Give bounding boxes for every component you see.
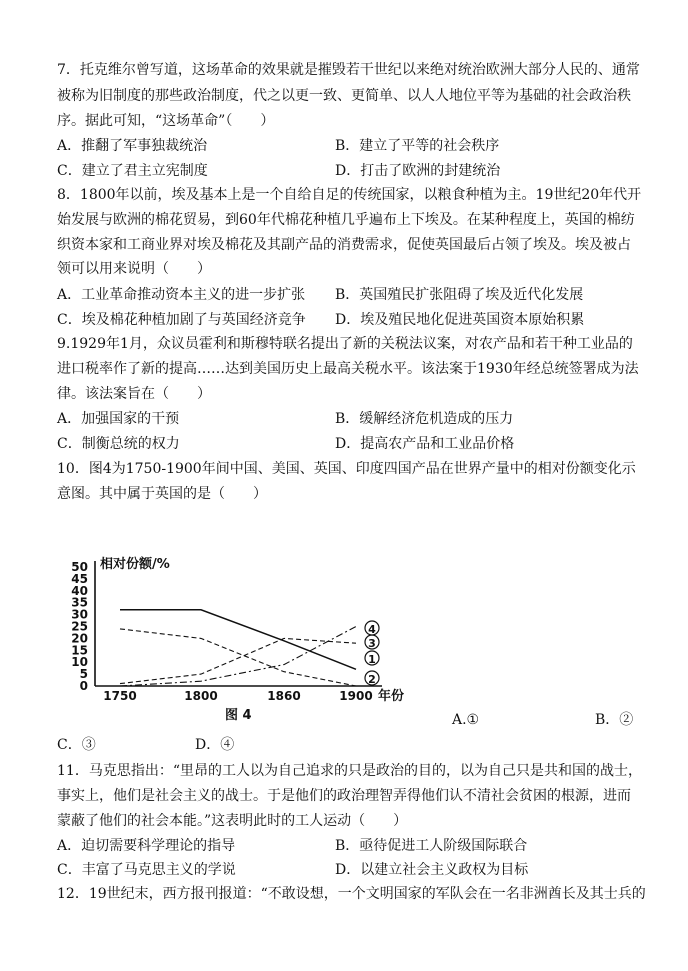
q7-option-b[interactable]: B．建立了平等的社会秩序 xyxy=(335,138,500,154)
q7-line-3: 序。据此可知，“这场革命”（ ） xyxy=(57,113,275,129)
q11-line-3: 蒙蔽了他们的社会本能。”这表明此时的工人运动（ ） xyxy=(57,813,408,829)
q9-option-b[interactable]: B．缓解经济危机造成的压力 xyxy=(335,411,514,427)
y-tick-label-0: 0 xyxy=(79,679,88,693)
series-line-2 xyxy=(120,629,356,686)
figure-4-chart xyxy=(60,552,420,724)
q10-option-c[interactable]: C．③ xyxy=(57,737,96,753)
q7-line-2: 被称为旧制度的那些政治制度，代之以更一致、更简单、以人人地位平等为基础的社会政治秩 xyxy=(57,88,631,104)
q7-option-d[interactable]: D．打击了欧洲的封建统治 xyxy=(335,163,501,179)
q8-line-3: 织资本家和工商业界对埃及棉花及其副产品的消费需求，促使英国最后占领了埃及。埃及被占 xyxy=(57,237,631,253)
x-tick-label-1750: 1750 xyxy=(103,689,137,703)
q11-line-2: 事实上，他们是社会主义的战士。于是他们的政治理智弄得他们认不清社会贫困的根源，进而 xyxy=(57,788,631,804)
y-tick-label-25: 25 xyxy=(71,619,88,634)
q11-option-c[interactable]: C．丰富了马克思主义的学说 xyxy=(57,862,236,878)
x-tick-label-1900: 1900 xyxy=(339,689,373,703)
q10-line-2: 意图。其中属于英国的是（ ） xyxy=(57,486,267,502)
y-tick-label-30: 30 xyxy=(71,607,88,622)
q9-line-2: 进口税率作了新的提高……达到美国历史上最高关税水平。该法案于1930年经总统签署成为法 xyxy=(57,361,639,377)
q8-line-1: 8．1800年以前，埃及基本上是一个自给自足的传统国家，以粮食种植为主。19世纪20年代开 xyxy=(57,187,642,203)
q11-option-d[interactable]: D．以建立社会主义政权为目标 xyxy=(335,862,529,878)
y-tick-label-15: 15 xyxy=(71,643,88,658)
q11-option-a[interactable]: A．迫切需要科学理论的指导 xyxy=(57,838,236,854)
q10-option-a[interactable]: A.① xyxy=(452,712,480,728)
q11-line-1: 11．马克思指出：“里昂的工人以为自己追求的只是政治的目的，以为自己只是共和国的战士， xyxy=(57,763,642,779)
q12-line-1: 12．19世纪末，西方报刊报道：“不敢设想，一个文明国家的军队会在一名非洲酋长及其士兵的 xyxy=(57,886,646,902)
series-label-2: 2 xyxy=(368,673,376,686)
y-tick-label-35: 35 xyxy=(71,595,88,610)
q10-option-b[interactable]: B．② xyxy=(595,712,634,728)
y-tick-label-10: 10 xyxy=(71,655,88,670)
q10-option-d[interactable]: D．④ xyxy=(195,737,235,753)
y-tick-label-20: 20 xyxy=(71,631,88,646)
q9-line-3: 律。该法案旨在（ ） xyxy=(57,386,211,402)
series-label-1: 1 xyxy=(368,653,376,666)
q8-option-c[interactable]: C．埃及棉花种植加剧了与英国经济竞争 xyxy=(57,312,306,328)
y-tick-label-50: 50 xyxy=(71,560,88,574)
series-line-1 xyxy=(120,610,356,670)
x-tick-label-1860: 1860 xyxy=(267,689,301,703)
y-tick-label-40: 40 xyxy=(71,583,88,598)
y-tick-label-45: 45 xyxy=(71,571,88,586)
q9-option-a[interactable]: A．加强国家的干预 xyxy=(57,411,180,427)
q9-option-d[interactable]: D．提高农产品和工业品价格 xyxy=(335,436,515,452)
series-label-4: 4 xyxy=(368,623,376,636)
figure-caption: 图 4 xyxy=(225,708,252,723)
y-axis-label: 相对份额/% xyxy=(100,557,170,572)
series-label-3: 3 xyxy=(368,637,376,650)
q8-option-d[interactable]: D．埃及殖民地化促进英国资本原始积累 xyxy=(335,312,585,328)
q8-option-b[interactable]: B．英国殖民扩张阻碍了埃及近代化发展 xyxy=(335,287,584,303)
q9-line-1: 9.1929年1月，众议员霍利和斯穆特联名提出了新的关税法议案，对农产品和若干种工业品的 xyxy=(57,336,633,352)
line-chart-svg xyxy=(60,552,420,724)
y-tick-label-5: 5 xyxy=(79,667,88,682)
q9-option-c[interactable]: C．制衡总统的权力 xyxy=(57,436,180,452)
x-axis-label: 年份 xyxy=(378,689,405,704)
series-line-3 xyxy=(120,638,356,683)
q8-option-a[interactable]: A．工业革命推动资本主义的进一步扩张 xyxy=(57,287,306,303)
q7-line-1: 7．托克维尔曾写道，这场革命的效果就是摧毁若干世纪以来绝对统治欧洲大部分人民的、通常 xyxy=(57,62,640,78)
x-tick-label-1800: 1800 xyxy=(184,689,218,703)
q7-option-c[interactable]: C．建立了君主立宪制度 xyxy=(57,163,208,179)
q8-line-2: 始发展与欧洲的棉花贸易，到60年代棉花种植几乎遍布上下埃及。在某种程度上，英国的棉纺 xyxy=(57,212,635,228)
q11-option-b[interactable]: B．亟待促进工人阶级国际联合 xyxy=(335,838,528,854)
q7-option-a[interactable]: A．推翻了军事独裁统治 xyxy=(57,138,208,154)
q8-line-4: 领可以用来说明（ ） xyxy=(57,261,211,277)
series-line-4 xyxy=(120,627,356,687)
q10-line-1: 10．图4为1750-1900年间中国、美国、英国、印度四国产品在世界产量中的相对份额变化示 xyxy=(57,461,636,477)
